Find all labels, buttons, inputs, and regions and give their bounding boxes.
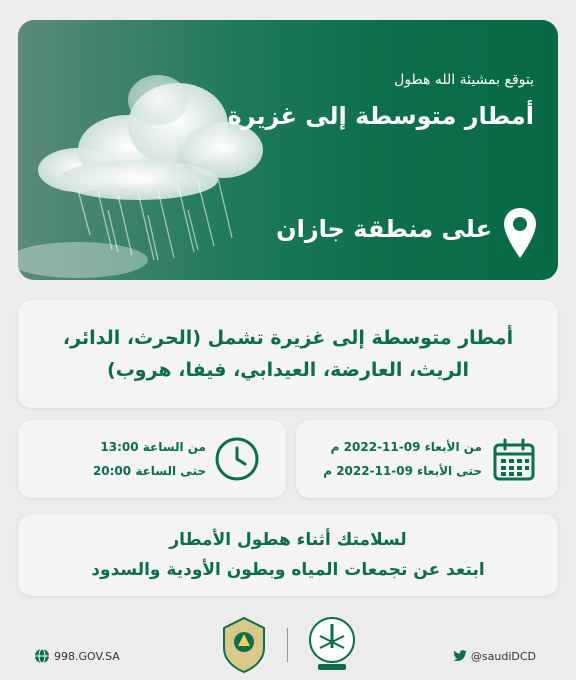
- hero-region: على منطقة جازان: [276, 215, 492, 243]
- rain-cloud-icon: [18, 20, 318, 280]
- civil-defense-emblem-icon: [218, 614, 270, 674]
- date-from: من الأبعاء 09-11-2022 م: [330, 440, 482, 454]
- footer: [0, 600, 576, 680]
- twitter-icon: [452, 648, 468, 664]
- time-to: حتى الساعة 20:00: [92, 464, 206, 478]
- time-from: من الساعة 13:00: [100, 440, 206, 454]
- footer-divider: [287, 628, 288, 662]
- safety-card: [18, 514, 558, 596]
- safety-advice: ابتعد عن تجمعات المياه وبطون الأودية والسدود: [91, 560, 485, 580]
- location-pin-icon: [502, 206, 538, 262]
- clock-icon: [214, 436, 260, 482]
- affected-areas-text: أمطار متوسطة إلى غزيرة تشمل (الحرث، الدائر، الريث، العارضة، العيدابي، فيفا، هروب): [62, 327, 514, 381]
- date-card: [296, 420, 558, 498]
- time-card: [18, 420, 286, 498]
- safety-title: لسلامتك أثناء هطول الأمطار: [169, 530, 407, 550]
- ministry-emblem-icon: [306, 614, 358, 674]
- website-link[interactable]: 998.GOV.SA: [54, 650, 120, 663]
- hero-banner: [18, 20, 558, 280]
- affected-areas-card: [18, 300, 558, 408]
- globe-icon: [34, 648, 50, 664]
- calendar-icon: [492, 438, 536, 482]
- hero-subtitle: يتوقع بمشيئة الله هطول: [394, 72, 534, 88]
- hero-title: أمطار متوسطة إلى غزيرة: [227, 102, 534, 130]
- date-to: حتى الأبعاء 09-11-2022 م: [323, 464, 482, 478]
- twitter-handle-link[interactable]: @saudiDCD: [470, 650, 536, 663]
